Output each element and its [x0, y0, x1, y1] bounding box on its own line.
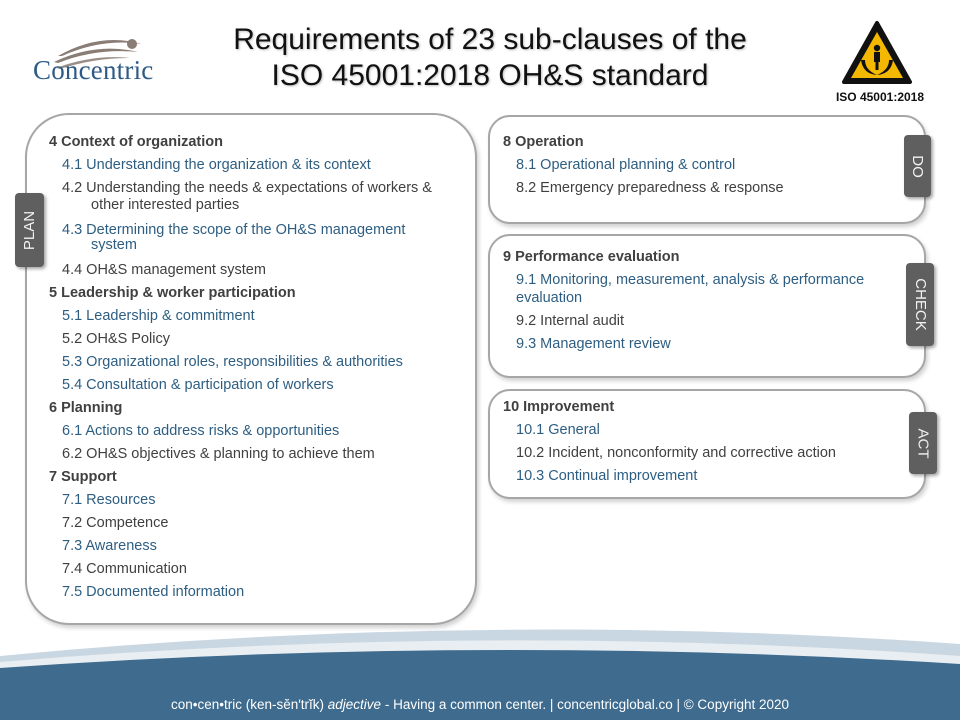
clause-10-2: 10.2 Incident, nonconformity and corrective action [516, 445, 836, 461]
clause-9-3: 9.3 Management review [516, 336, 671, 352]
clause-5-2: 5.2 OH&S Policy [62, 331, 170, 347]
check-clauses [503, 246, 864, 356]
plan-clauses [49, 131, 432, 604]
clause-4-3-cont: system [91, 237, 137, 253]
clause-5-1: 5.1 Leadership & commitment [62, 308, 255, 324]
act-tab-label: ACT [914, 428, 932, 458]
clause-4-4: 4.4 OH&S management system [62, 262, 266, 278]
footer-text [0, 697, 960, 712]
do-clauses [503, 131, 784, 200]
clause-6-1: 6.1 Actions to address risks & opportunities [62, 423, 340, 439]
act-tab [909, 412, 937, 474]
clause-4-heading: 4 Context of organization [49, 134, 223, 150]
act-clauses [503, 396, 836, 488]
footer-definition: con•cen•tric (ken-sĕn′trĭk) [171, 697, 328, 712]
clause-9-1-cont: evaluation [516, 290, 583, 306]
plan-tab [15, 193, 44, 267]
iso-label: ISO 45001:2018 [835, 90, 925, 104]
title-line-1: Requirements of 23 sub-clauses of the [233, 23, 747, 56]
do-tab [904, 135, 931, 197]
clause-9-2: 9.2 Internal audit [516, 313, 625, 329]
clause-7-heading: 7 Support [49, 469, 117, 485]
clause-6-heading: 6 Planning [49, 400, 123, 416]
logo-wordmark: Concentric [33, 55, 154, 85]
clause-7-2: 7.2 Competence [62, 515, 169, 531]
clause-4-1: 4.1 Understanding the organization & its context [62, 157, 371, 173]
clause-8-2: 8.2 Emergency preparedness & response [516, 180, 784, 196]
plan-tab-label: PLAN [21, 210, 38, 250]
warning-triangle-person-hands-icon [841, 20, 913, 86]
clause-4-2-cont: other interested parties [91, 197, 240, 213]
clause-4-3: 4.3 Determining the scope of the OH&S management [62, 222, 406, 238]
title-line-2: ISO 45001:2018 OH&S standard [271, 59, 709, 92]
clause-7-1: 7.1 Resources [62, 492, 156, 508]
clause-4-2: 4.2 Understanding the needs & expectations of workers & [62, 180, 432, 196]
clause-8-1: 8.1 Operational planning & control [516, 157, 736, 173]
clause-7-3: 7.3 Awareness [62, 538, 157, 554]
check-tab [906, 263, 934, 346]
clause-9-heading: 9 Performance evaluation [503, 249, 680, 265]
clause-7-4: 7.4 Communication [62, 561, 187, 577]
clause-8-heading: 8 Operation [503, 134, 584, 150]
clause-10-1: 10.1 General [516, 422, 600, 438]
clause-5-3: 5.3 Organizational roles, responsibilities & authorities [62, 354, 403, 370]
footer-italic: adjective [327, 697, 382, 712]
clause-9-1: 9.1 Monitoring, measurement, analysis & performance [516, 272, 865, 288]
clause-10-heading: 10 Improvement [503, 399, 615, 415]
clause-7-5: 7.5 Documented information [62, 584, 245, 600]
page-title [190, 22, 790, 94]
clause-10-3: 10.3 Continual improvement [516, 468, 698, 484]
footer-rest: - Having a common center. | concentricglobal.co | © Copyright 2020 [381, 697, 789, 712]
do-tab-label: DO [909, 154, 926, 178]
clause-5-heading: 5 Leadership & worker participation [49, 285, 296, 301]
clause-5-4: 5.4 Consultation & participation of workers [62, 377, 334, 393]
clause-6-2: 6.2 OH&S objectives & planning to achieve them [62, 446, 375, 462]
check-tab-label: CHECK [911, 278, 929, 331]
